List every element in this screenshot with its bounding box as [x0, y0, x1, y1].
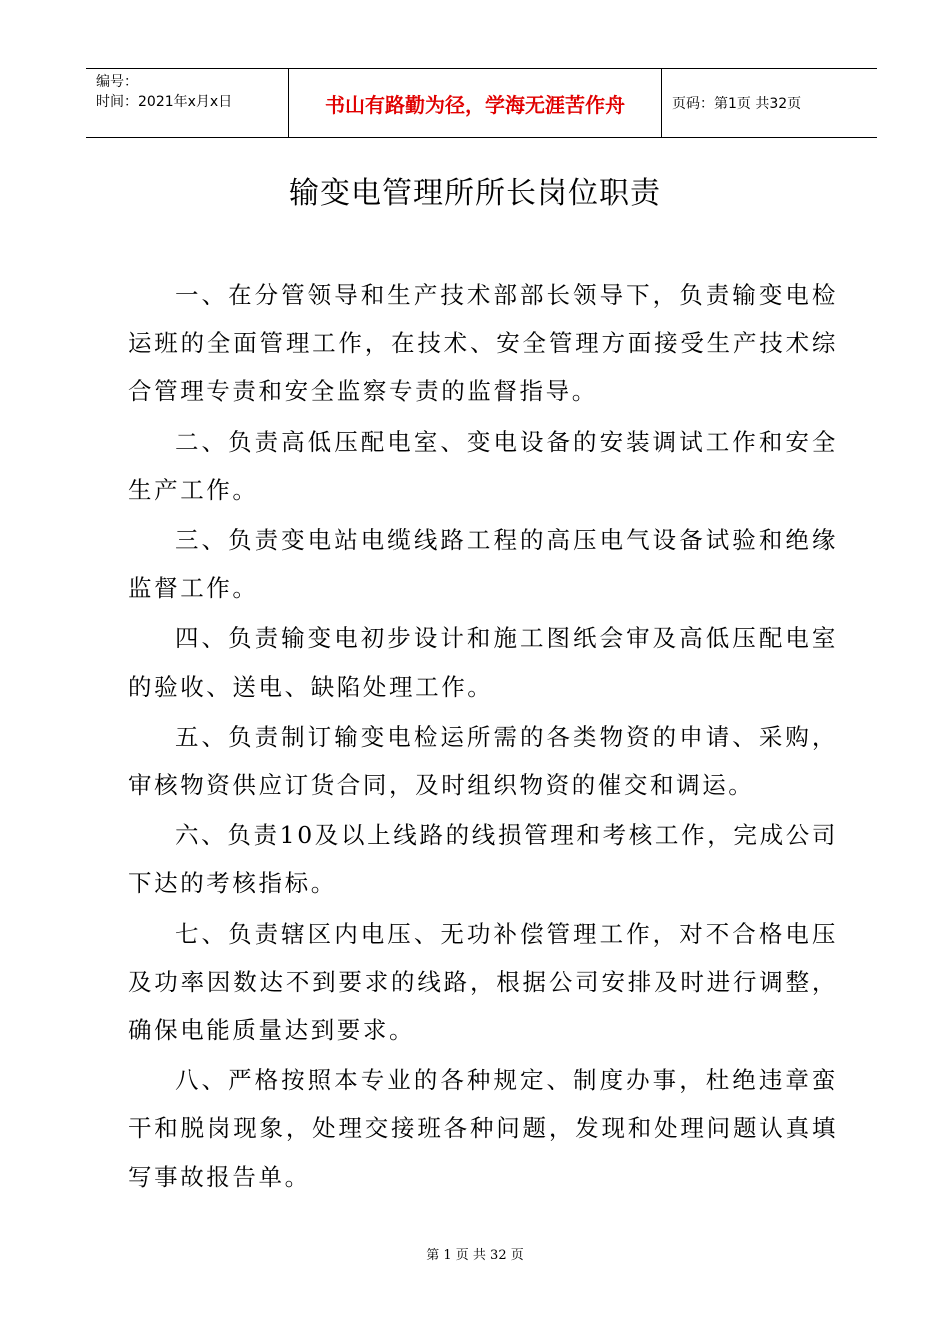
- paragraph: 六、负责10及以上线路的线损管理和考核工作，完成公司下达的考核指标。: [128, 821, 838, 898]
- paragraph: 二、负责高低压配电室、变电设备的安装调试工作和安全生产工作。: [128, 427, 838, 504]
- page-footer: 第 1 页 共 32 页: [426, 1248, 524, 1263]
- paragraph: 四、负责输变电初步设计和施工图纸会审及高低压配电室的验收、送电、缺陷处理工作。: [128, 624, 838, 701]
- paragraph: 三、负责变电站电缆线路工程的高压电气设备试验和绝缘监督工作。: [128, 526, 838, 603]
- document-title: 输变电管理所所长岗位职责: [289, 176, 661, 211]
- paragraph: 七、负责辖区内电压、无功补偿管理工作，对不合格电压及功率因数达不到要求的线路，根据公司安排及时进行调整，确保电能质量达到要求。: [128, 919, 838, 1045]
- header-motto: 书山有路勤为径，学海无涯苦作舟: [288, 69, 662, 137]
- header-page-info: 页码：第1页 共32页: [672, 96, 802, 112]
- paragraph: 八、严格按照本专业的各种规定、制度办事，杜绝违章蛮干和脱岗现象，处理交接班各种问题，发现和处理问题认真填写事故报告单。: [128, 1066, 838, 1191]
- document-number-label: 编号：: [96, 74, 138, 90]
- header-meta: [86, 69, 288, 137]
- document-time: 时间：2021年x月x日: [96, 94, 233, 110]
- page-header: [86, 68, 877, 138]
- paragraph: 五、负责制订输变电检运所需的各类物资的申请、采购，审核物资供应订货合同，及时组织物资的催交和调运。: [128, 722, 838, 800]
- document-body: [128, 271, 838, 1203]
- paragraph: 一、在分管领导和生产技术部部长领导下，负责输变电检运班的全面管理工作，在技术、安全管理方面接受生产技术综合管理专责和安全监察专责的监督指导。: [128, 281, 838, 406]
